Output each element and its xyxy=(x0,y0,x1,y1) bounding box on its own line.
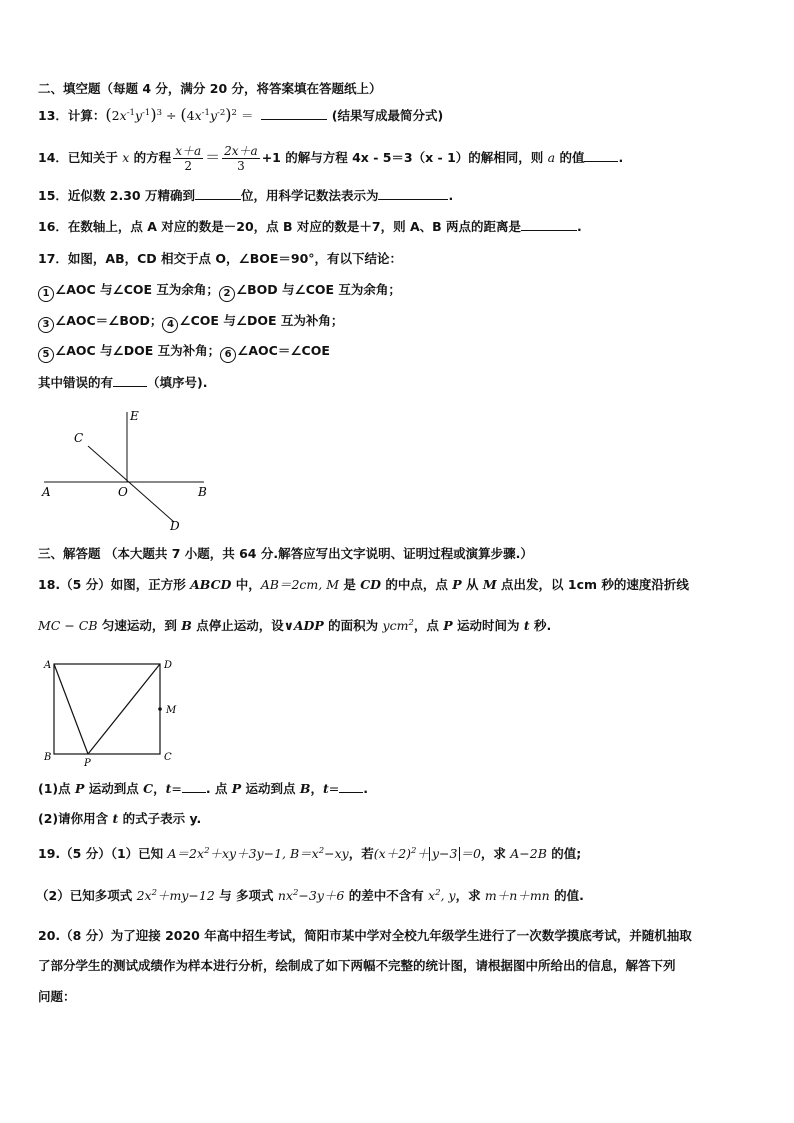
question-text: ，求 xyxy=(480,846,511,861)
question-15 xyxy=(38,186,453,205)
fraction-1: $\frac{x+a}{2}$ xyxy=(175,144,202,173)
circled-number: 3 xyxy=(38,317,54,333)
circled-number: 1 xyxy=(38,286,54,302)
label-p: P xyxy=(84,758,91,768)
figure-18-square xyxy=(36,654,196,768)
option-text: ∠AOC 与∠COE 互为余角； xyxy=(55,282,219,297)
question-number: 19. xyxy=(38,846,61,861)
question-text: (2)请你用含 xyxy=(38,811,113,826)
math-symbol: ABCD xyxy=(190,577,232,592)
math-symbol: P xyxy=(443,618,453,633)
question-number: 17． xyxy=(38,251,68,266)
label-c: C xyxy=(164,752,172,763)
question-text: 位，用科学记数法表示为 xyxy=(240,188,379,203)
circled-number: 5 xyxy=(38,347,54,363)
question-text: ， xyxy=(310,781,324,796)
question-17-stem xyxy=(38,250,402,268)
question-14 xyxy=(38,142,623,173)
question-lead: 计算： xyxy=(67,108,106,123)
math-symbol: P xyxy=(231,781,242,796)
expr-part: A＝2x xyxy=(167,846,205,861)
math-expression xyxy=(374,846,481,861)
math-expression xyxy=(137,888,215,903)
label-e: E xyxy=(130,409,139,423)
question-text: 运动到点 xyxy=(84,781,144,796)
question-score: （8 分） xyxy=(60,928,111,943)
question-text: 已知关于 xyxy=(67,150,123,165)
math-symbol: B xyxy=(181,618,192,633)
math-expression: m＋n＋mn xyxy=(484,888,550,903)
question-text: 的差中不含有 xyxy=(344,888,429,903)
label-b: B xyxy=(44,752,52,763)
answer-blank[interactable] xyxy=(182,779,206,793)
question-text: 近似数 2.30 万精确到 xyxy=(67,188,195,203)
math-symbol: P xyxy=(452,577,462,592)
fraction-2: $\frac{2x+a}{3}$ xyxy=(224,144,258,173)
question-18-sub-2 xyxy=(38,810,201,828)
question-score: （5 分） xyxy=(60,846,111,861)
figure-17-intersecting-lines xyxy=(36,404,216,536)
equals-sign: ＝ xyxy=(236,108,258,123)
exponent: -2 xyxy=(217,107,226,118)
question-text: （填序号). xyxy=(147,375,208,390)
label-o: O xyxy=(118,485,128,499)
question-text: 在数轴上，点 A 对应的数是－20，点 B 对应的数是＋7，则 A、B 两点的距离是 xyxy=(67,219,522,234)
option-text: ∠AOC 与∠DOE 互为补角； xyxy=(55,343,221,358)
section-2-title: 二、填空题（每题 4 分，满分 20 分，将答案填在答题纸上） xyxy=(38,81,382,96)
question-text: 的式子表示 y. xyxy=(118,811,202,826)
question-text: ，点 xyxy=(413,618,444,633)
question-text: 点停止运动，设∨ xyxy=(191,618,294,633)
option-text: ∠COE 与∠DOE 互为补角； xyxy=(179,313,344,328)
expr-part: −xy xyxy=(324,846,349,861)
question-19-part-2 xyxy=(36,887,584,905)
math-expression: A−2B xyxy=(510,846,547,861)
math-expression xyxy=(278,888,344,903)
question-17-options-row-3 xyxy=(38,342,330,363)
question-text: . 点 xyxy=(205,781,232,796)
label-c: C xyxy=(74,431,84,445)
segment-dp xyxy=(88,664,160,754)
question-text: 其中错误的有 xyxy=(38,375,114,390)
question-text: 匀速运动，到 xyxy=(97,618,182,633)
period: . xyxy=(577,219,582,234)
area-unit: ycm xyxy=(382,618,409,633)
question-text: ， xyxy=(153,781,166,796)
question-text: 中， xyxy=(231,577,261,592)
option-text: ∠AOC＝∠COE xyxy=(237,343,330,358)
math-symbol: M xyxy=(482,577,497,592)
question-text: 与 多项式 xyxy=(214,888,278,903)
math-symbol: C xyxy=(143,781,154,796)
exponent: 3 xyxy=(156,107,162,118)
exponent: -1 xyxy=(142,107,151,118)
question-text: 运动时间为 xyxy=(452,618,524,633)
math-symbol: t xyxy=(523,618,530,633)
equals-sign: ＝ xyxy=(205,148,221,166)
question-text: 点出发，以 1cm 秒的速度沿折线 xyxy=(496,577,689,592)
expr-part: ＋my−12 xyxy=(157,888,215,903)
question-17-ask xyxy=(38,373,207,392)
exponent: 2 xyxy=(231,107,237,118)
equals-sign: = xyxy=(328,781,340,796)
question-text: +1 的解与方程 4x - 5＝3（x - 1）的解相同，则 xyxy=(261,150,548,165)
circled-number: 6 xyxy=(220,347,236,363)
period: . xyxy=(448,188,454,203)
question-number: 14． xyxy=(38,150,68,165)
square-abcd xyxy=(54,664,160,754)
math-symbol: t xyxy=(165,781,172,796)
question-number: 16． xyxy=(38,219,68,234)
circled-number: 2 xyxy=(219,286,235,302)
exponent: 2 xyxy=(411,845,417,856)
variable: x xyxy=(122,150,130,165)
answer-blank[interactable] xyxy=(339,779,363,793)
option-text: ∠AOC＝∠BOD； xyxy=(55,313,163,328)
math-expression xyxy=(168,846,349,861)
expr-part: 2x xyxy=(136,888,152,903)
segment-ap xyxy=(54,664,88,754)
question-text: 的值 xyxy=(555,150,585,165)
question-18-line-1 xyxy=(38,576,689,594)
answer-blank[interactable] xyxy=(521,217,577,231)
question-18-sub-1 xyxy=(38,779,368,798)
period: . xyxy=(363,781,369,796)
math-symbol: MC − CB xyxy=(38,618,98,633)
question-text: 的面积为 xyxy=(323,618,383,633)
question-number: 13． xyxy=(38,108,68,123)
question-score: （5 分） xyxy=(60,577,111,592)
expr-part: ＋ xyxy=(416,846,429,861)
expr-part: , xyxy=(440,888,449,903)
variable: a xyxy=(547,150,556,165)
answer-blank[interactable] xyxy=(584,148,618,162)
label-b: B xyxy=(198,485,207,499)
question-text: 的值; xyxy=(546,846,582,861)
absolute-value: y−3 xyxy=(429,847,461,861)
expr-part: −3y＋6 xyxy=(298,888,345,903)
label-a: A xyxy=(42,485,51,499)
question-17-options-row-1 xyxy=(38,281,401,302)
question-text: 如图，AB，CD 相交于点 O，∠BOE＝90°，有以下结论： xyxy=(67,251,403,266)
answer-blank[interactable] xyxy=(195,186,241,200)
question-13 xyxy=(38,106,443,125)
exponent: -1 xyxy=(126,107,135,118)
math-symbol: B xyxy=(299,781,311,796)
expr-part: ＋xy＋3y−1, B＝x xyxy=(209,846,319,861)
circled-number: 4 xyxy=(162,317,178,333)
question-text: 从 xyxy=(461,577,483,592)
expr-part: ＝0 xyxy=(460,846,481,861)
question-text: 的方程 xyxy=(129,150,172,165)
math-symbol xyxy=(383,618,414,633)
question-text: 的中点，点 xyxy=(381,577,453,592)
question-note: (结果写成最简分式) xyxy=(327,108,444,123)
question-number: 15． xyxy=(38,188,68,203)
question-text: 秒. xyxy=(529,618,552,633)
label-m: M xyxy=(166,705,177,716)
equals-sign: = xyxy=(171,781,182,796)
point-m xyxy=(158,707,162,711)
question-20-line-2: 了部分学生的测试成绩作为样本进行分析，绘制成了如下两幅不完整的统计图，请根据图中所给出的信息，解答下列 xyxy=(38,958,676,973)
exponent: 2 xyxy=(151,887,157,898)
question-19-part-1 xyxy=(38,845,581,863)
math-symbol: P xyxy=(74,781,85,796)
question-text: ，若 xyxy=(348,846,374,861)
exponent: 2 xyxy=(204,845,210,856)
exponent: 2 xyxy=(318,845,325,856)
question-20-line-1 xyxy=(38,927,692,945)
label-a: A xyxy=(44,660,52,671)
exponent: 2 xyxy=(292,887,299,898)
question-17-options-row-2 xyxy=(38,312,343,333)
math-symbol: t xyxy=(112,811,119,826)
question-text: 是 xyxy=(339,577,361,592)
question-number: 18. xyxy=(38,577,61,592)
math-symbol: t xyxy=(323,781,329,796)
expr-part: (x＋2) xyxy=(373,846,412,861)
math-symbol: CD xyxy=(360,577,382,592)
expr-part: nx xyxy=(277,888,293,903)
answer-blank[interactable] xyxy=(378,186,448,200)
exponent: 2 xyxy=(435,887,441,898)
question-18-line-2 xyxy=(38,617,551,635)
section-3-title: 三、解答题 （本大题共 7 小题，共 64 分.解答应写出文字说明、证明过程或演算步骤.） xyxy=(38,546,533,561)
math-expression: $(2x^{-1}y^{-1})^3 \div (4x^{-1}y^{-2})^2$ xyxy=(105,105,237,124)
question-20-line-3: 问题： xyxy=(38,989,76,1004)
question-number: 20. xyxy=(38,928,61,943)
question-text: ，求 xyxy=(455,888,485,903)
period: . xyxy=(618,150,624,165)
answer-blank[interactable] xyxy=(113,373,147,387)
math-symbol: ADP xyxy=(293,618,324,633)
question-text: 运动到点 xyxy=(241,781,300,796)
option-text: ∠BOD 与∠COE 互为余角； xyxy=(235,282,401,297)
math-symbol: AB＝2cm, M xyxy=(260,577,339,592)
question-text: 的值. xyxy=(549,888,584,903)
exponent: 2 xyxy=(408,617,414,628)
question-text: （2）已知多项式 xyxy=(36,888,137,903)
math-expression xyxy=(428,888,456,903)
label-d: D xyxy=(170,519,180,533)
question-text: 为了迎接 2020 年高中招生考试，简阳市某中学对全校九年级学生进行了一次数学摸底考试，并随机抽取 xyxy=(110,928,692,943)
question-text: 如图，正方形 xyxy=(110,577,191,592)
expr-part: y xyxy=(448,888,456,903)
exponent: -1 xyxy=(201,107,210,118)
question-text: （1）已知 xyxy=(110,846,168,861)
expr-part: x xyxy=(428,888,436,903)
question-text: (1)点 xyxy=(38,781,75,796)
label-d: D xyxy=(164,660,173,671)
answer-blank[interactable] xyxy=(261,106,327,120)
question-16 xyxy=(38,217,582,236)
line-cd xyxy=(88,446,174,522)
